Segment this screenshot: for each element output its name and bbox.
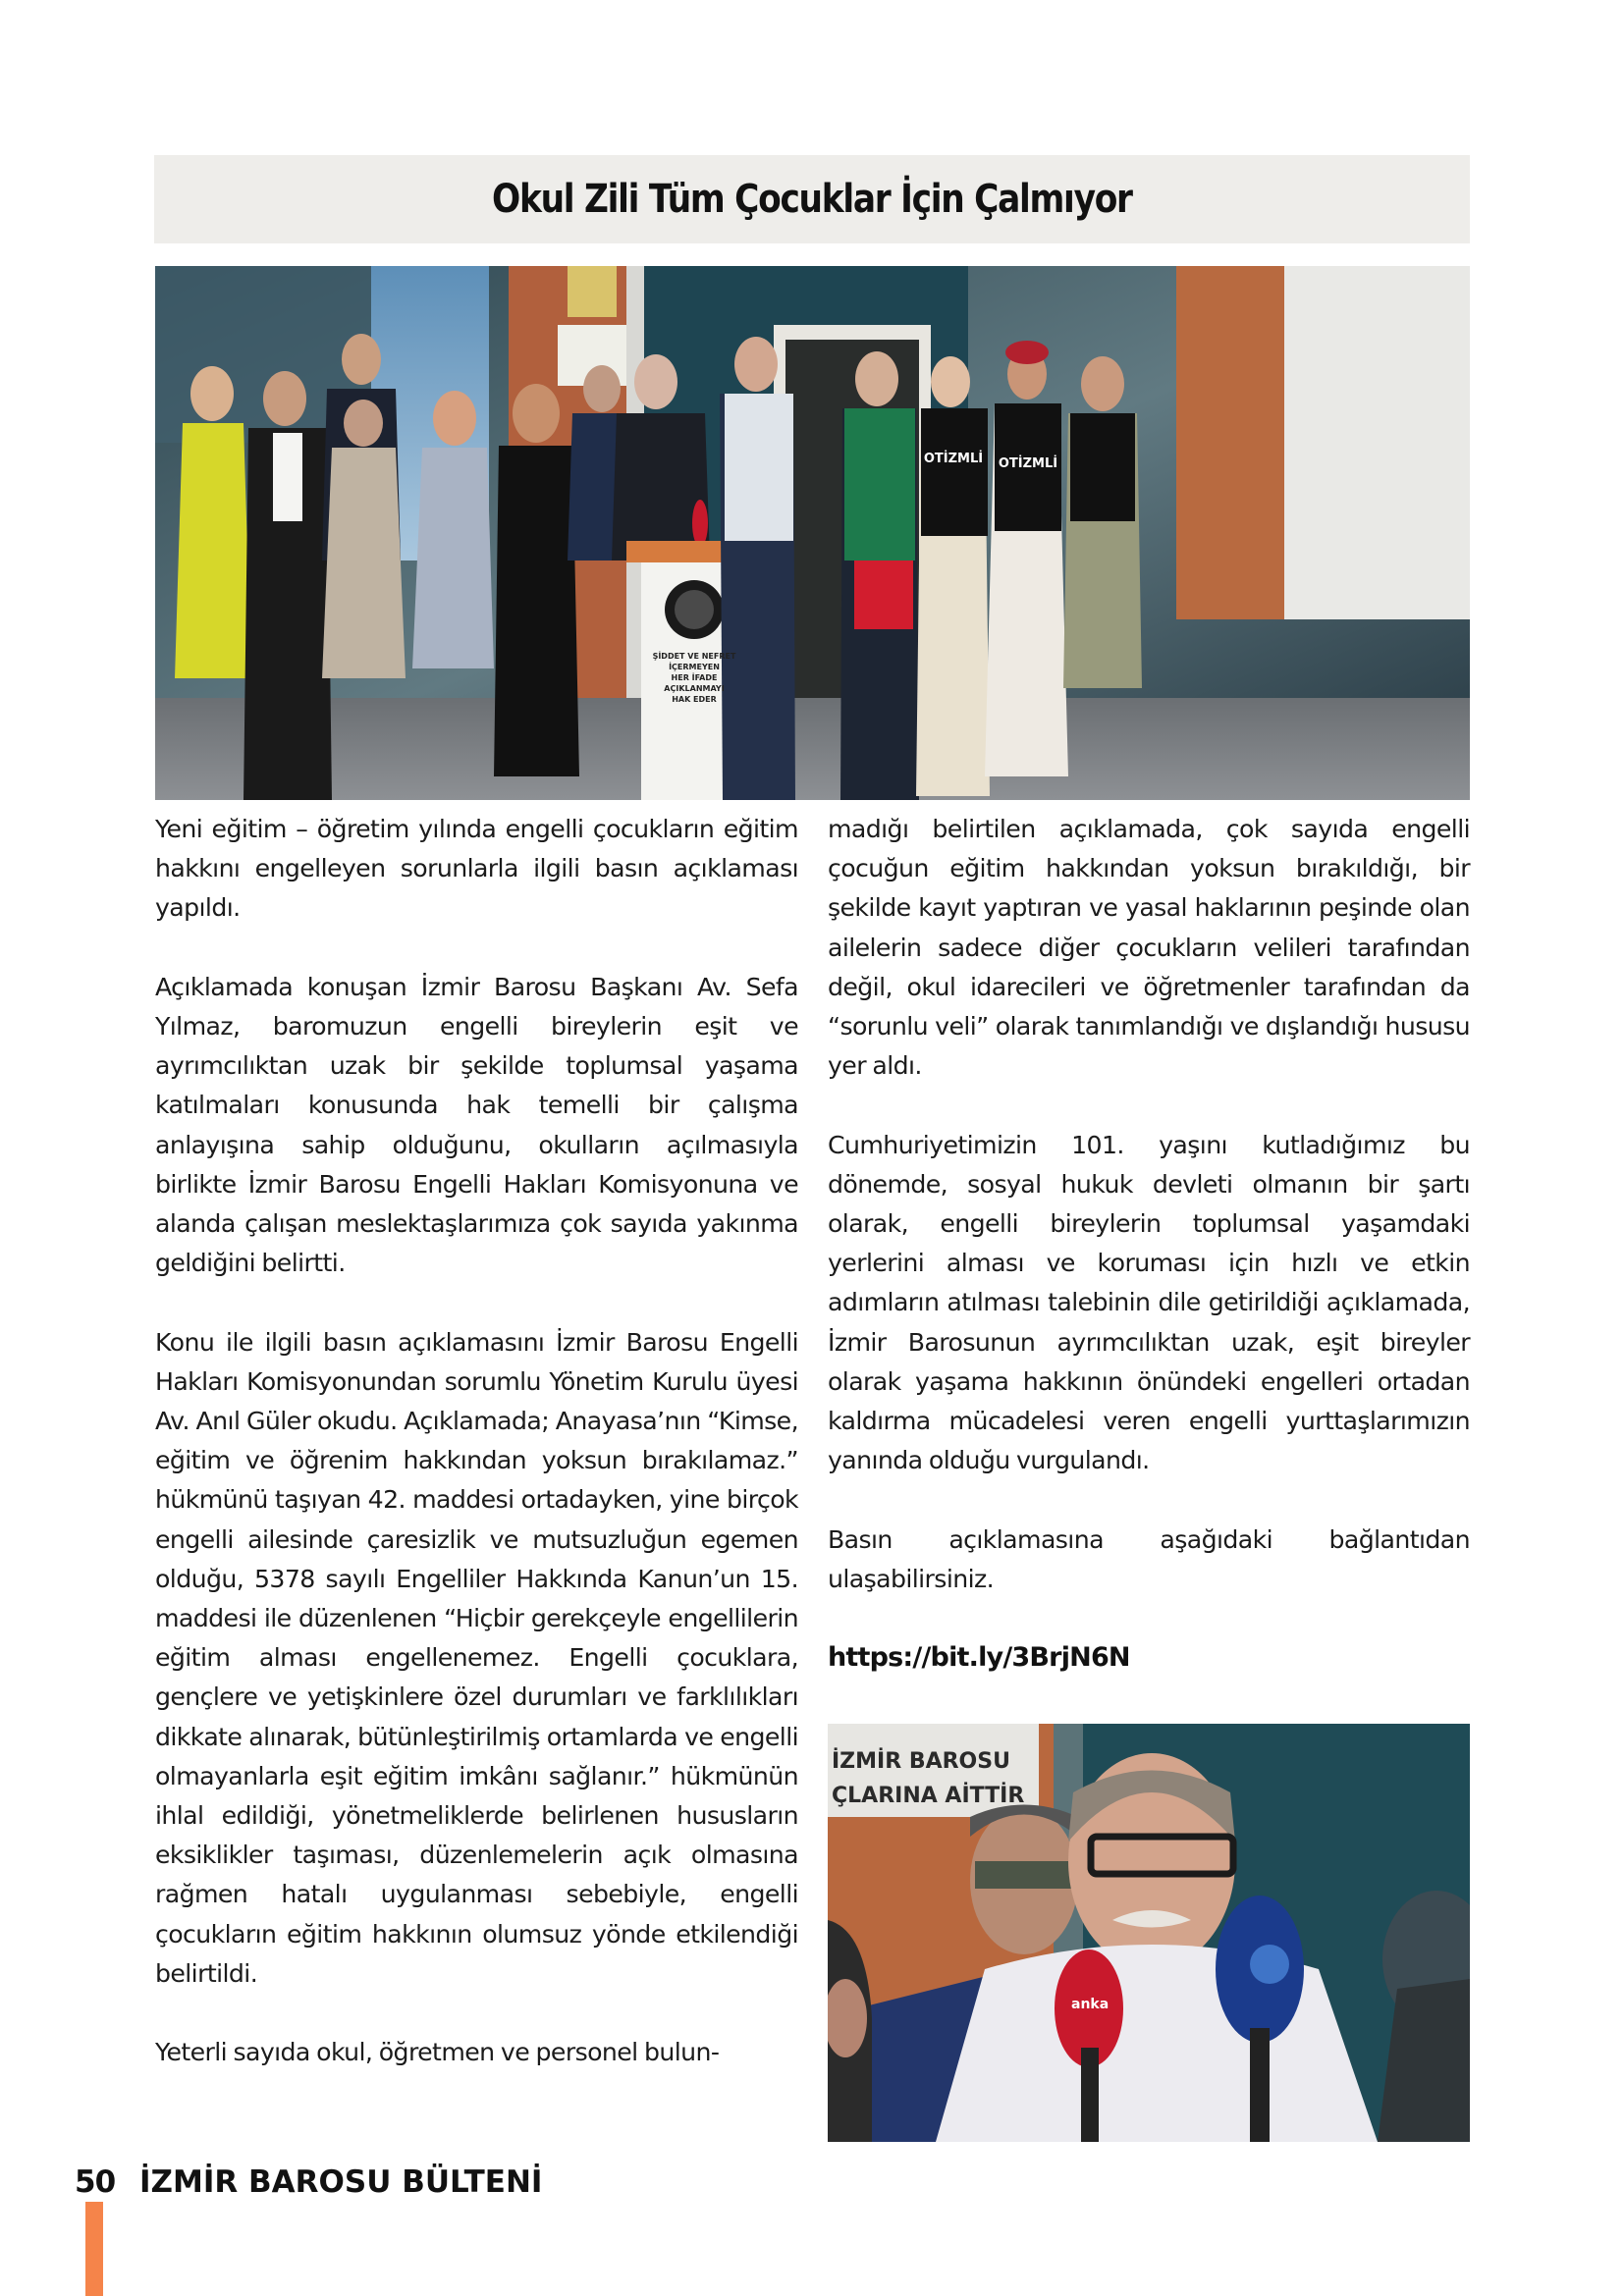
second-photo-illustration bbox=[828, 1724, 1470, 2142]
right-column bbox=[828, 810, 1470, 1678]
accent-bar bbox=[85, 2202, 103, 2296]
article-title: Okul Zili Tüm Çocuklar İçin Çalmıyor bbox=[492, 177, 1132, 222]
podium-sign-line: İÇERMEYEN bbox=[669, 663, 720, 671]
sign-line: ÇLARINA AİTTİR bbox=[832, 1784, 1025, 1808]
page-number: 50 bbox=[75, 2164, 116, 2200]
paragraph: Basın açıklamasına aşağıdaki bağlantıdan ulaşabilirsiniz. bbox=[828, 1524, 1470, 1593]
mic-logo: anka bbox=[1071, 1997, 1110, 2012]
article-title-bar bbox=[154, 155, 1470, 243]
tshirt-text: OTİZMLİ bbox=[923, 452, 984, 466]
podium-sign-line: HER İFADE bbox=[671, 673, 718, 682]
publication-title: İZMİR BAROSU BÜLTENİ bbox=[139, 2164, 543, 2200]
podium-sign-line: AÇIKLANMAYI bbox=[664, 684, 725, 693]
paragraph: Açıklamada konuşan İzmir Barosu Başkanı Av. Sefa Yılmaz, baromuzun engelli bireylerin eşit ve ayrımcılıktan uzak bir şekilde toplumsal yaşama katılmaları konusunda hak temelli bir çalışma anlayışına sahip olduğunu, okulların açılmasıyla birlikte İzmir Barosu Engelli Hakları Komisyonuna ve alanda çalışan meslektaşlarımıza çok sayıda yakınma geldiğini belirtti. bbox=[155, 972, 798, 1278]
press-release-link[interactable]: https://bit.ly/3BrjN6N bbox=[828, 1642, 1130, 1674]
paragraph: Cumhuriyetimizin 101. yaşını kutladığımız bu dönemde, sosyal hukuk devleti olmanın bir şartı olarak, engelli bireylerin toplumsal yaşamdaki yerlerini alması ve koruması için hızlı ve etkin adımların atılması talebinin dile getirildiği açıklamada, İzmir Barosunun ayrımcılıktan uzak, eşit bireyler olarak yaşama hakkının önündeki engelleri ortadan kaldırma mücadelesi veren engelli yurttaşlarımızın yanında olduğu vurgulandı. bbox=[828, 1130, 1470, 1475]
paragraph: madığı belirtilen açıklamada, çok sayıda engelli çocuğun eğitim hakkından yoksun bırakıldığı, bir şekilde kayıt yaptıran ve yasal haklarının peşinde olan ailelerin sadece diğer çocukların velileri tarafından değil, okul idarecileri ve öğretmenler tarafından da “sorunlu veli” olarak tanımlandığı ve dışlandığı hususu yer aldı. bbox=[828, 815, 1470, 1081]
paragraph: Yeni eğitim – öğretim yılında engelli çocukların eğitim hakkını engelleyen sorunlarla ilgili basın açıklaması yapıldı. bbox=[155, 815, 798, 923]
second-photo bbox=[828, 1724, 1470, 2142]
paragraph: Yeterli sayıda okul, öğretmen ve personel bulun- bbox=[155, 2038, 720, 2067]
paragraph: Konu ile ilgili basın açıklamasını İzmir Barosu Engelli Hakları Komisyonundan sorumlu Yönetim Kurulu üyesi Av. Anıl Güler okudu. Açıklamada; Anayasa’nın “Kimse, eğitim ve öğrenim hakkından yoksun bırakılamaz.” hükmünü taşıyan 42. maddesi ortadayken, yine birçok engelli ailesinde çaresizlik ve mutsuzluğun egemen olduğu, 5378 sayılı Engelliler Hakkında Kanun’un 15. maddesi ile düzenlenen “Hiçbir gerekçeyle engellilerin eğitim alması engellenemez. Engelli çocuklara, gençlere ve yetişkinlere özel durumları ve farklılıkları dikkate alınarak, bütünleştirilmiş ortamlarda ve engelli olmayanlarla eşit eğitim imkânı sağlanır.” hükmünün ihlal edildiği, yönetmeliklerde belirlenen hususların eksiklikler taşıması, düzenlemelerin açık olmasına rağmen hatalı uygulanması sebebiyle, engelli çocukların eğitim hakkının olumsuz yönde etkilendiği belirtildi. bbox=[155, 1327, 798, 1988]
sign-line: İZMİR BAROSU bbox=[832, 1749, 1010, 1774]
tshirt-text: OTİZMLİ bbox=[998, 456, 1058, 471]
podium-sign-line: HAK EDER bbox=[672, 695, 717, 704]
main-photo-illustration bbox=[155, 266, 1470, 800]
podium-sign-line: ŞİDDET VE NEFRET bbox=[652, 652, 736, 661]
left-column bbox=[155, 810, 798, 2072]
main-photo bbox=[155, 266, 1470, 800]
